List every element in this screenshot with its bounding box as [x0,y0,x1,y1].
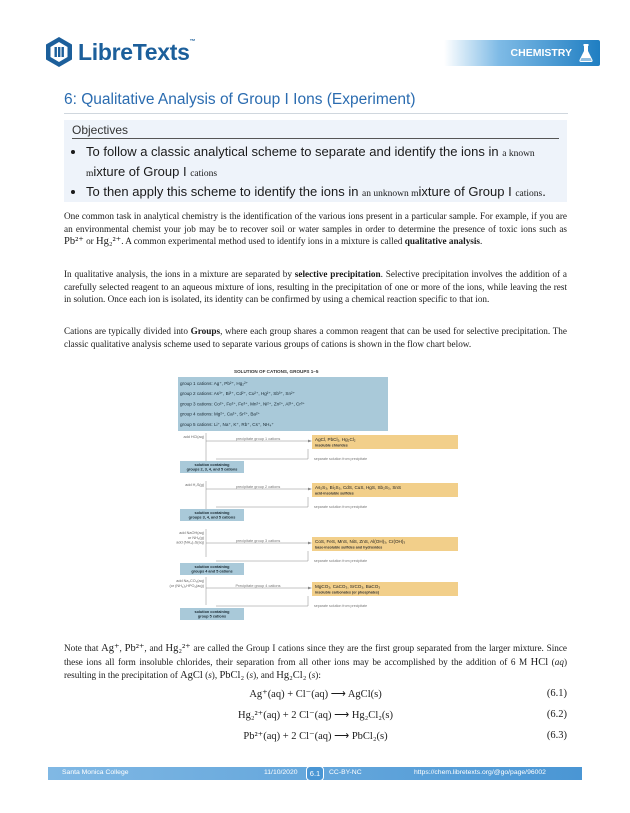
arrow-label: precipitate group 1 cations [235,436,281,441]
precipitate-type: base-insoluble sulfides and hydroxides [315,545,383,550]
group1-paragraph: Note that Ag⁺, Pb²⁺, and Hg₂²⁺ are called the Group I cations since they are the first group separated from the larger mixture. Since these ions all form insoluble chlorides, their separation from all other ions may be accomplished by the addition of 6 M HCl (aq) resulting in the precipitation of AgCl (s), PbCl₂ (s), and Hg₂Cl₂ (s): [64,643,568,682]
reagent-label: add NaOH(aq) [179,531,204,535]
precipitate-formula: As₂S₃, Bi₂S₃, CdS, CuS, HgS, Sb₂S₃, SnS [315,485,402,490]
solution-label: group 5 cations [197,614,227,619]
objective-item: • To then apply this scheme to identify the ions in an unknown mixture of Group I cations. [86,183,559,203]
flowchart-step [176,529,458,575]
separation-label: separate solution from precipitate [314,559,368,563]
solution-label: solution containing [194,565,230,569]
solution-label: solution containing [194,511,230,515]
arrow-head [308,488,312,491]
cation-group-line: group 5 cations: Li⁺, Na⁺, K⁺, Rb⁺, Cs⁺, NH₄⁺ [180,421,274,427]
reagent-label: add H₂S(g) [185,483,204,487]
equation-expression: Pb²⁺(aq) + 2 Cl⁻(aq) ⟶ PbCl₂(s) [243,731,388,742]
objectives-heading: Objectives [72,123,559,139]
page-title: 6: Qualitative Analysis of Group I Ions (Experiment) [64,91,568,114]
term-groups: Groups [190,326,221,336]
reagent-label: add Na₂CO₃(aq) [176,579,204,583]
equation-expression: Ag⁺(aq) + Cl⁻(aq) ⟶ AgCl(s) [249,689,382,700]
arrow-head [308,587,312,590]
arrow-head [308,542,312,545]
equation-number: (6.1) [546,688,567,699]
separation-label: separate solution from precipitate [314,505,368,509]
flowchart-step [180,433,458,473]
flowchart-step [169,577,458,620]
arrow-label: Precipitate group 4 cations [235,583,281,588]
term-qualitative-analysis: qualitative analysis [404,236,481,247]
equation-6-3 [64,730,567,746]
libretexts-logo-icon [44,36,74,68]
cation-group-line: group 3 cations: Co²⁺, Fe²⁺, Fe³⁺, Mn²⁺, Ni²⁺, Zn²⁺, Al³⁺, Cr³⁺ [180,401,305,407]
selective-precipitation-paragraph: In qualitative analysis, the ions in a mixture are separated by selective precipitation. Selective precipitation involves the addition of a carefully selected reagent to an aqueous mixture of ions, resulting in the precipitation of one or more of the ions, while leaving the rest in solution. Once each ion is isolated, its identity can be confirmed by using a chemical reaction specific to that ion. [64,269,567,305]
footer-license: CC-BY-NC [329,769,362,776]
page-footer [48,767,582,780]
solution-label: groups 2, 3, 4, and 5 cations [186,467,238,472]
objectives-list [72,143,559,203]
arrow-label: precipitate group 2 cations [235,484,281,489]
footer-institution: Santa Monica College [62,769,129,776]
cation-group-line: group 4 cations: Mg²⁺, Ca²⁺, Sr²⁺, Ba²⁺ [180,411,260,417]
precipitate-type: insoluble chlorides [315,443,348,448]
logo-wordmark: LibreTexts™ [78,38,196,65]
equation-number: (6.3) [546,730,567,741]
arrow-label: precipitate group 3 cations [235,538,281,543]
flowchart-steps [169,433,458,620]
libretexts-logo[interactable] [44,36,195,68]
cation-separation-flowchart [169,365,461,633]
term-selective-precipitation: selective precipitation [294,269,381,279]
equation-6-2 [64,709,567,725]
footer-date: 11/10/2020 [264,769,298,776]
objective-item: • To follow a classic analytical scheme to separate and identify the ions in a known mixture of Group I cations [86,143,559,183]
reagent-label: or NH₃(g) [187,535,204,540]
equation-number: (6.2) [546,709,567,720]
groups-paragraph: Cations are typically divided into Groups, where each group shares a common reagent that can be used for selective precipitation. The classic qualitative analysis scheme used to separate various groups of cations is shown in the flow chart below. [64,326,567,349]
precipitate-formula: CoS, FeS, MnS, NiS, ZnS, Al(OH)₃, Cr(OH)₃ [315,539,406,544]
flask-icon [578,43,594,63]
footer-url-link[interactable]: https://chem.libretexts.org/@go/page/96002 [414,769,546,776]
objectives-box [64,120,567,202]
precipitate-formula: MgCO₃, CaCO₃, SrCO₃, BaCO₃ [315,584,381,589]
page-number: 6.1 [306,766,324,781]
separation-label: separate solution from precipitate [314,457,368,461]
reagent-label: add HCl(aq) [183,435,204,439]
equation-6-1 [64,688,567,704]
precipitate-type: insoluble carbonates (or phosphates) [315,590,380,595]
reagent-label: (or (NH₄)₂HPO₄(aq)) [169,583,204,588]
arrow-head [308,440,312,443]
precipitate-type: acid-insoluble sulfides [315,491,354,496]
cation-group-line: group 2 cations: As³⁺, Bi³⁺, Cd²⁺, Cu²⁺, Hg²⁺, Sb³⁺, Sn²⁺ [180,391,296,397]
solution-label: groups 3, 4, and 5 cations [188,515,236,520]
subject-banner[interactable] [444,40,600,66]
cation-group-line: group 1 cations: Ag⁺, Pb²⁺, Hg₂²⁺ [180,381,249,386]
subject-label: CHEMISTRY [510,47,572,59]
flowchart-heading: SOLUTION OF CATIONS, GROUPS 1–5 [234,369,319,374]
equation-expression: Hg₂²⁺(aq) + 2 Cl⁻(aq) ⟶ Hg₂Cl₂(s) [238,710,393,721]
reagent-label: add (NH₄)₂S(aq) [176,540,204,545]
separation-label: separate solution from precipitate [314,604,368,608]
precipitate-formula: AgCl, PbCl₂, Hg₂Cl₂ [315,437,356,442]
solution-label: groups 4 and 5 cations [191,569,233,574]
intro-paragraph: One common task in analytical chemistry is the identification of the various ions present in a particular sample. For example, if you are an environmental chemist your job may be to recover soil or water samples in order to determine the presence of toxic ions such as Pb²⁺ or Hg₂²⁺. A common experimental method used to identify ions in a mixture is called qualitative analysis. [64,211,567,248]
flowchart-step [180,481,458,521]
solution-label: solution containing [194,610,230,614]
solution-label: solution containing [194,463,230,467]
